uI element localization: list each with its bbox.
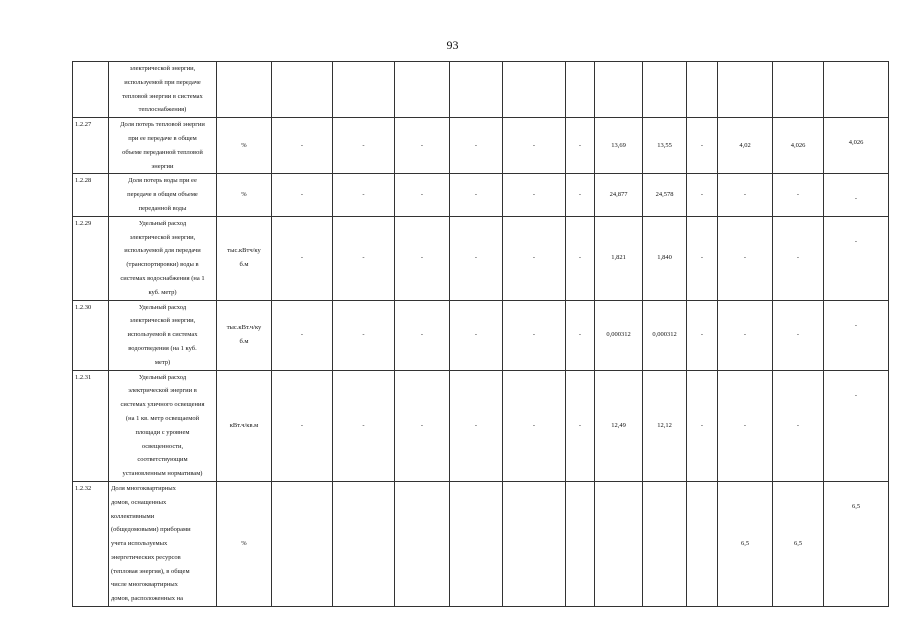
indicator-name: Доля многоквартирных домов, оснащенных коллективными (общедомовыми) приборами учета используемых энергетических ресурсов (тепловая энергия), в общем числе многоквартирных домов, расположенных на bbox=[109, 481, 217, 606]
indicator-value bbox=[687, 481, 718, 606]
indicator-value: - bbox=[450, 216, 503, 300]
indicator-name: Доля потерь воды при ее передаче в общем объеме переданной воды bbox=[109, 174, 217, 216]
indicator-value bbox=[272, 62, 333, 118]
indicator-value: 6,5 bbox=[718, 481, 773, 606]
indicator-value: - bbox=[687, 370, 718, 481]
indicator-value: - bbox=[450, 174, 503, 216]
indicator-value: - bbox=[503, 174, 566, 216]
indicator-value: 12,12 bbox=[643, 370, 687, 481]
indicator-value: 1,821 bbox=[595, 216, 643, 300]
indicator-value: - bbox=[566, 216, 595, 300]
indicator-value: 13,55 bbox=[643, 118, 687, 174]
indicator-value: - bbox=[395, 300, 450, 370]
indicator-value bbox=[687, 62, 718, 118]
table-row bbox=[73, 62, 889, 118]
indicator-value bbox=[395, 481, 450, 606]
indicator-value: - bbox=[718, 370, 773, 481]
indicator-value bbox=[395, 62, 450, 118]
table-row bbox=[73, 216, 889, 300]
indicator-name: Удельный расход электрической энергии, используемой для передачи (транспортировки) воды в системах водоснабжения (на 1 куб. метр) bbox=[109, 216, 217, 300]
indicator-value: - bbox=[687, 300, 718, 370]
indicator-value: - bbox=[718, 300, 773, 370]
indicator-value bbox=[333, 481, 395, 606]
indicator-value: - bbox=[503, 370, 566, 481]
indicator-unit: тыс.кВт.ч/ку б.м bbox=[217, 300, 272, 370]
indicator-value: - bbox=[824, 300, 889, 370]
indicator-value bbox=[643, 62, 687, 118]
indicator-value: - bbox=[333, 300, 395, 370]
indicator-value: - bbox=[450, 300, 503, 370]
indicator-value bbox=[824, 62, 889, 118]
indicator-unit: % bbox=[217, 481, 272, 606]
indicator-code: 1.2.30 bbox=[73, 300, 109, 370]
indicator-code: 1.2.27 bbox=[73, 118, 109, 174]
table-row bbox=[73, 481, 889, 606]
indicator-value bbox=[643, 481, 687, 606]
indicator-value: - bbox=[395, 216, 450, 300]
indicator-value bbox=[566, 62, 595, 118]
indicator-value: - bbox=[272, 216, 333, 300]
indicator-value: - bbox=[333, 216, 395, 300]
indicator-code: 1.2.29 bbox=[73, 216, 109, 300]
indicator-value: 0,000312 bbox=[643, 300, 687, 370]
indicator-name: Удельный расход электрической энергии, используемой в системах водоотведения (на 1 куб. метр) bbox=[109, 300, 217, 370]
indicator-value: - bbox=[566, 300, 595, 370]
indicator-value: - bbox=[503, 216, 566, 300]
indicator-value: - bbox=[773, 216, 824, 300]
table-row bbox=[73, 300, 889, 370]
indicator-value: - bbox=[566, 174, 595, 216]
indicator-value: 24,578 bbox=[643, 174, 687, 216]
indicator-value: 24,877 bbox=[595, 174, 643, 216]
indicator-value: - bbox=[773, 370, 824, 481]
indicator-name: Доля потерь тепловой энергии при ее передаче в общем объеме переданной тепловой энергии bbox=[109, 118, 217, 174]
indicator-code: 1.2.31 bbox=[73, 370, 109, 481]
indicator-value: - bbox=[824, 174, 889, 216]
indicator-value bbox=[566, 481, 595, 606]
indicator-value: - bbox=[718, 216, 773, 300]
indicator-value: 13,69 bbox=[595, 118, 643, 174]
indicator-value: - bbox=[687, 174, 718, 216]
indicator-value bbox=[503, 62, 566, 118]
indicator-value: - bbox=[566, 118, 595, 174]
indicator-value: - bbox=[450, 118, 503, 174]
indicator-value bbox=[450, 62, 503, 118]
indicator-name: Удельный расход электрической энергии в системах уличного освещения (на 1 кв. метр освещаемой площади с уровнем освещенности, соответствующим установленным нормативам) bbox=[109, 370, 217, 481]
indicator-unit: тыс.кВтч/ку б.м bbox=[217, 216, 272, 300]
indicator-value bbox=[503, 481, 566, 606]
indicator-value: 6,5 bbox=[824, 481, 889, 606]
indicator-code bbox=[73, 62, 109, 118]
indicator-value: - bbox=[687, 118, 718, 174]
indicator-code: 1.2.32 bbox=[73, 481, 109, 606]
indicator-value: 4,02 bbox=[718, 118, 773, 174]
indicator-value: - bbox=[272, 300, 333, 370]
table-row bbox=[73, 118, 889, 174]
indicator-value: - bbox=[824, 216, 889, 300]
indicator-value: - bbox=[395, 370, 450, 481]
indicator-value: 6,5 bbox=[773, 481, 824, 606]
indicator-value bbox=[718, 62, 773, 118]
indicator-value: - bbox=[687, 216, 718, 300]
indicator-value: - bbox=[773, 300, 824, 370]
indicator-value: - bbox=[333, 118, 395, 174]
indicator-value: - bbox=[718, 174, 773, 216]
indicator-value: - bbox=[272, 370, 333, 481]
indicator-code: 1.2.28 bbox=[73, 174, 109, 216]
page-number: 93 bbox=[446, 38, 459, 52]
indicator-value bbox=[450, 481, 503, 606]
indicator-value: - bbox=[272, 118, 333, 174]
indicator-value: - bbox=[824, 370, 889, 481]
indicator-value: - bbox=[272, 174, 333, 216]
indicator-value: 4,026 bbox=[773, 118, 824, 174]
indicator-unit bbox=[217, 62, 272, 118]
indicator-value: 4,026 bbox=[824, 118, 889, 174]
indicator-value bbox=[595, 481, 643, 606]
indicator-value: - bbox=[503, 300, 566, 370]
indicator-value: - bbox=[333, 370, 395, 481]
indicator-value: - bbox=[395, 174, 450, 216]
indicator-value bbox=[272, 481, 333, 606]
indicator-value bbox=[773, 62, 824, 118]
indicator-value: - bbox=[566, 370, 595, 481]
indicator-value: - bbox=[773, 174, 824, 216]
indicator-unit: % bbox=[217, 118, 272, 174]
indicator-value: 12,49 bbox=[595, 370, 643, 481]
indicator-unit: кВт.ч/кв.м bbox=[217, 370, 272, 481]
indicator-value: 0,000312 bbox=[595, 300, 643, 370]
indicators-table bbox=[72, 61, 889, 607]
indicator-value bbox=[595, 62, 643, 118]
indicator-value: - bbox=[395, 118, 450, 174]
table-row bbox=[73, 174, 889, 216]
indicator-value: 1,840 bbox=[643, 216, 687, 300]
indicator-value: - bbox=[333, 174, 395, 216]
indicator-unit: % bbox=[217, 174, 272, 216]
indicator-value: - bbox=[450, 370, 503, 481]
table-row bbox=[73, 370, 889, 481]
indicator-value bbox=[333, 62, 395, 118]
indicator-value: - bbox=[503, 118, 566, 174]
indicator-name: электрической энергии, используемой при передаче тепловой энергии в системах теплоснабжения) bbox=[109, 62, 217, 118]
